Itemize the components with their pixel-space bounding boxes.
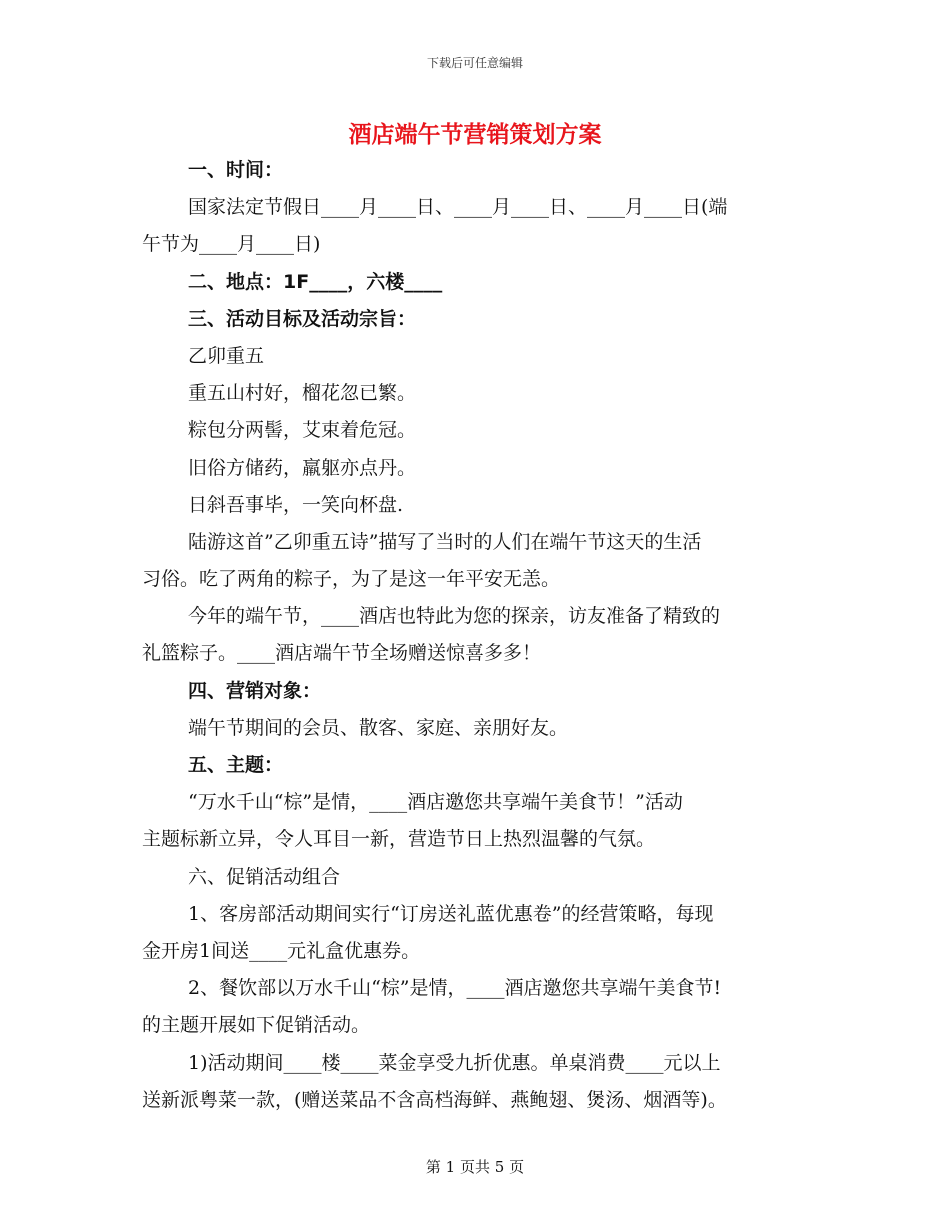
text-line: 旧俗方储药，羸躯亦点丹。 [188,456,417,479]
text-line: “万水千山“棕”是情，____酒店邀您共享端午美食节！”活动 [188,791,683,814]
text-line: 习俗。吃了两角的粽子，为了是这一年平安无恙。 [142,568,561,591]
text-line: 送新派粤菜一款，(赠送菜品不含高档海鲜、燕鲍翅、煲汤、烟酒等)。 [142,1088,727,1111]
text-line: 粽包分两髻，艾束着危冠。 [188,419,417,442]
text-line: 主题标新立异，令人耳目一新，营造节日上热烈温馨的气氛。 [142,828,656,851]
text-line: 午节为____月____日) [142,233,321,256]
page-footer: 第 1 页共 5 页 [425,1158,525,1176]
text-line: 重五山村好，榴花忽已繁。 [188,382,417,405]
text-line: 五、主题： [188,754,284,776]
document-title: 酒店端午节营销策划方案 [348,122,602,148]
text-line: 三、活动目标及活动宗旨： [188,307,417,330]
text-line: 2、餐饮部以万水千山“棕”是情，____酒店邀您共享端午美食节! [188,977,722,1000]
text-line: 日斜吾事毕，一笑向杯盘. [188,493,404,516]
text-line: 乙卯重五 [188,344,265,367]
text-line: 1)活动期间____楼____菜金享受九折优惠。单桌消费____元以上 [188,1051,721,1074]
text-line: 今年的端午节，____酒店也特此为您的探亲，访友准备了精致的 [188,605,721,628]
document-body [142,152,812,1119]
text-line: 端午节期间的会员、散客、家庭、亲朋好友。 [188,716,569,739]
text-line: 四、营销对象： [188,679,322,702]
text-line: 二、地点：1F____，六楼____ [188,270,443,293]
text-line: 的主题开展如下促销活动。 [142,1014,371,1037]
text-line: 1、客房部活动期间实行“订房送礼蓝优惠卷”的经营策略，每现 [188,902,714,925]
text-line: 礼篮粽子。____酒店端午节全场赠送惊喜多多！ [142,642,542,665]
text-line: 一、时间： [188,159,284,181]
text-line: 六、促销活动组合 [188,865,341,888]
text-line: 国家法定节假日____月____日、____月____日、____月____日(端 [188,196,728,219]
text-line: 金开房1间送____元礼盒优惠券。 [142,939,421,962]
text-line: 陆游这首”乙卯重五诗”描写了当时的人们在端午节这天的生活 [188,530,702,553]
header-note: 下载后可任意编辑 [426,56,523,70]
